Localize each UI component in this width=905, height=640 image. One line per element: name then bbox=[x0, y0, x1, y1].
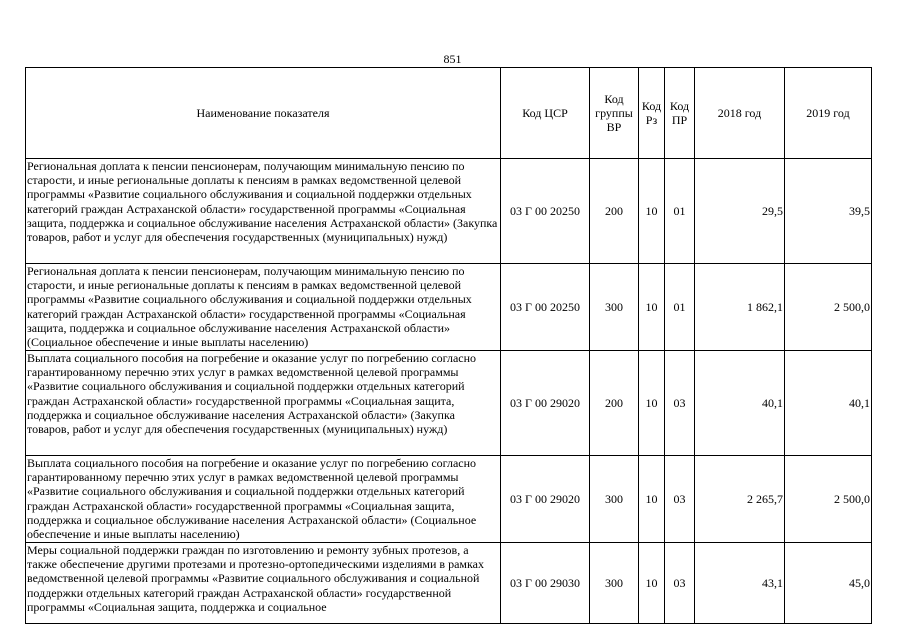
row-name: Региональная доплата к пенсии пенсионерам, получающим минимальную пенсию по старости, и иные региональные доплаты к пенсиям в рамках ведомственной целевой программы «Развитие социального обслуживания и социальной поддержки отдельных категорий граждан Астраханской области» государственной программы «Социальная защита, поддержка и социальное обслуживание населения Астраханской области» (Социальное обеспечение и иные выплаты населению) bbox=[26, 264, 501, 351]
row-csr: 03 Г 00 29020 bbox=[501, 351, 590, 456]
row-vr: 300 bbox=[590, 264, 639, 351]
table-header-row bbox=[26, 68, 872, 159]
table-row bbox=[26, 351, 872, 456]
row-rz: 10 bbox=[639, 456, 665, 543]
row-vr: 300 bbox=[590, 543, 639, 624]
row-vr: 200 bbox=[590, 351, 639, 456]
header-rz: Код Рз bbox=[639, 68, 665, 159]
table-row bbox=[26, 264, 872, 351]
row-2019: 45,0 bbox=[785, 543, 872, 624]
header-2018: 2018 год bbox=[695, 68, 785, 159]
header-name: Наименование показателя bbox=[26, 68, 501, 159]
header-vr: Код группы ВР bbox=[590, 68, 639, 159]
row-csr: 03 Г 00 20250 bbox=[501, 159, 590, 264]
row-2018: 40,1 bbox=[695, 351, 785, 456]
row-csr: 03 Г 00 29020 bbox=[501, 456, 590, 543]
row-rz: 10 bbox=[639, 159, 665, 264]
page-number: 851 bbox=[443, 52, 462, 66]
table-row bbox=[26, 543, 872, 624]
header-2019: 2019 год bbox=[785, 68, 872, 159]
row-vr: 300 bbox=[590, 456, 639, 543]
row-2018: 1 862,1 bbox=[695, 264, 785, 351]
row-2018: 43,1 bbox=[695, 543, 785, 624]
row-csr: 03 Г 00 29030 bbox=[501, 543, 590, 624]
row-2019: 2 500,0 bbox=[785, 456, 872, 543]
table-row bbox=[26, 159, 872, 264]
row-name: Выплата социального пособия на погребение и оказание услуг по погребению согласно гарантированному перечню этих услуг в рамках ведомственной целевой программы «Развитие социального обслуживания и социальной поддержки отдельных категорий граждан Астраханской области» государственной программы «Социальная защита, поддержка и социальное обслуживание населения Астраханской области» (Закупка товаров, работ и услуг для обеспечения государственных (муниципальных) нужд) bbox=[26, 351, 501, 456]
row-pr: 03 bbox=[665, 351, 695, 456]
header-pr: Код ПР bbox=[665, 68, 695, 159]
row-rz: 10 bbox=[639, 543, 665, 624]
table-row bbox=[26, 456, 872, 543]
row-pr: 01 bbox=[665, 159, 695, 264]
row-pr: 03 bbox=[665, 456, 695, 543]
budget-table bbox=[25, 67, 872, 624]
row-2019: 39,5 bbox=[785, 159, 872, 264]
row-2018: 2 265,7 bbox=[695, 456, 785, 543]
row-2018: 29,5 bbox=[695, 159, 785, 264]
row-name: Региональная доплата к пенсии пенсионерам, получающим минимальную пенсию по старости, и иные региональные доплаты к пенсиям в рамках ведомственной целевой программы «Развитие социального обслуживания и социальной поддержки отдельных категорий граждан Астраханской области» государственной программы «Социальная защита, поддержка и социальное обслуживание населения Астраханской области» (Закупка товаров, работ и услуг для обеспечения государственных (муниципальных) нужд) bbox=[26, 159, 501, 264]
header-csr: Код ЦСР bbox=[501, 68, 590, 159]
row-2019: 40,1 bbox=[785, 351, 872, 456]
row-pr: 03 bbox=[665, 543, 695, 624]
row-pr: 01 bbox=[665, 264, 695, 351]
row-rz: 10 bbox=[639, 351, 665, 456]
row-vr: 200 bbox=[590, 159, 639, 264]
row-name: Выплата социального пособия на погребение и оказание услуг по погребению согласно гарантированному перечню этих услуг в рамках ведомственной целевой программы «Развитие социального обслуживания и социальной поддержки отдельных категорий граждан Астраханской области» государственной программы «Социальная защита, поддержка и социальное обслуживание населения Астраханской области» (Социальное обеспечение и иные выплаты населению) bbox=[26, 456, 501, 543]
row-rz: 10 bbox=[639, 264, 665, 351]
row-2019: 2 500,0 bbox=[785, 264, 872, 351]
row-csr: 03 Г 00 20250 bbox=[501, 264, 590, 351]
row-name: Меры социальной поддержки граждан по изготовлению и ремонту зубных протезов, а также обеспечение другими протезами и протезно-ортопедическими изделиями в рамках ведомственной целевой программы «Развитие социального обслуживания и социальной поддержки отдельных категорий граждан Астраханской области» государственной программы «Социальная защита, поддержка и социальное bbox=[26, 543, 501, 624]
